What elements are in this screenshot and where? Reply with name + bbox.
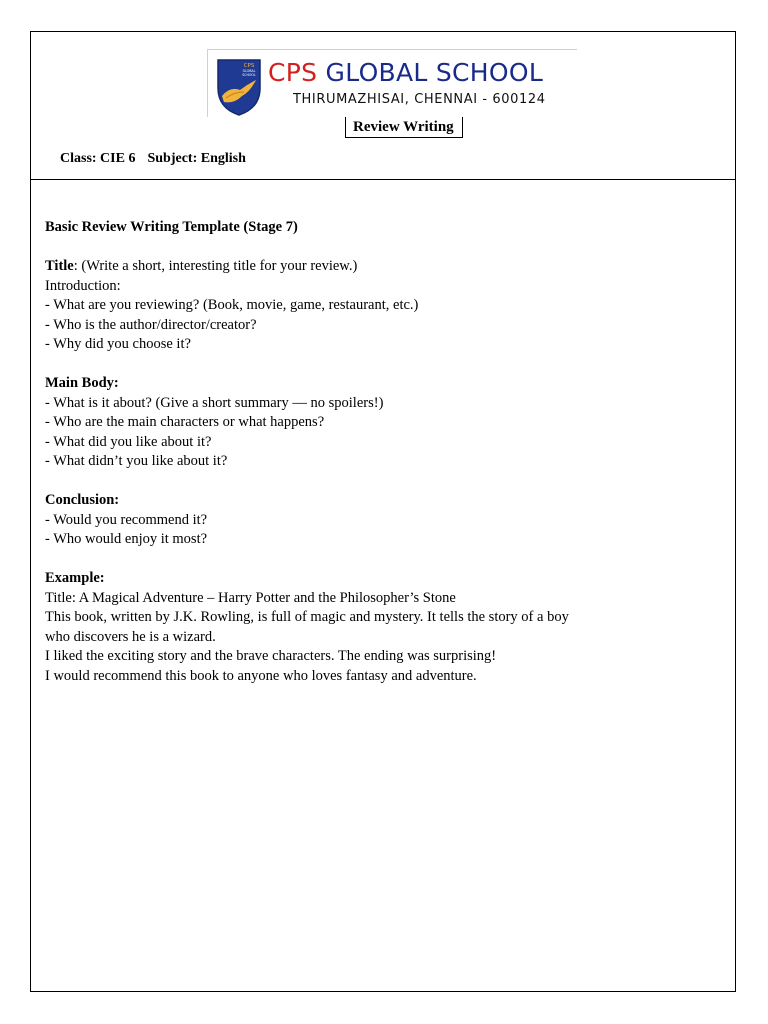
document-title: Review Writing xyxy=(345,117,463,138)
crest-text-school: SCHOOL xyxy=(242,73,256,77)
example-line: who discovers he is a wizard. xyxy=(45,628,216,645)
title-instruction xyxy=(45,257,705,277)
example-line: I would recommend this book to anyone who loves fantasy and adventure. xyxy=(45,667,477,684)
school-name xyxy=(268,58,543,88)
example-line: This book, written by J.K. Rowling, is full of magic and mystery. It tells the story of a boy xyxy=(45,609,569,625)
list-item: - Why did you choose it? xyxy=(45,336,191,352)
title-label: Title xyxy=(45,258,74,274)
introduction-label: Introduction: xyxy=(45,277,121,294)
example-line: I liked the exciting story and the brave characters. The ending was surprising! xyxy=(45,648,497,664)
school-logo xyxy=(207,49,577,117)
school-crest-icon xyxy=(216,58,262,116)
list-item: - What are you reviewing? (Book, movie, game, restaurant, etc.) xyxy=(45,297,419,313)
school-address: THIRUMAZHISAI, CHENNAI - 600124 xyxy=(293,92,546,107)
list-item: - Who is the author/director/creator? xyxy=(45,316,257,333)
list-item: - Who are the main characters or what happens? xyxy=(45,414,325,430)
title-description: : (Write a short, interesting title for your review.) xyxy=(73,258,358,274)
page-frame xyxy=(30,31,736,992)
subject-label: Subject: English xyxy=(147,151,246,166)
crest-text-cps: CPS xyxy=(243,63,255,69)
list-item: - What didn’t you like about it? xyxy=(45,453,228,469)
review-template-content xyxy=(45,218,705,686)
class-label: Class: CIE 6 xyxy=(60,151,136,166)
list-item: - Who would enjoy it most? xyxy=(45,531,208,547)
school-name-rest: GLOBAL SCHOOL xyxy=(317,58,544,87)
class-subject-line xyxy=(60,150,246,168)
list-item: - What is it about? (Give a short summary — no spoilers!) xyxy=(45,394,384,411)
list-item: - What did you like about it? xyxy=(45,433,212,450)
main-body-label: Main Body: xyxy=(45,375,119,391)
example-label: Example: xyxy=(45,570,105,586)
list-item: - Would you recommend it? xyxy=(45,511,208,528)
conclusion-label: Conclusion: xyxy=(45,492,120,508)
example-line: Title: A Magical Adventure – Harry Potter and the Philosopher’s Stone xyxy=(45,589,456,606)
school-name-prefix: CPS xyxy=(268,58,318,87)
header xyxy=(31,32,735,180)
crest-text-global: GLOBAL xyxy=(242,69,256,73)
template-heading: Basic Review Writing Template (Stage 7) xyxy=(45,219,298,235)
